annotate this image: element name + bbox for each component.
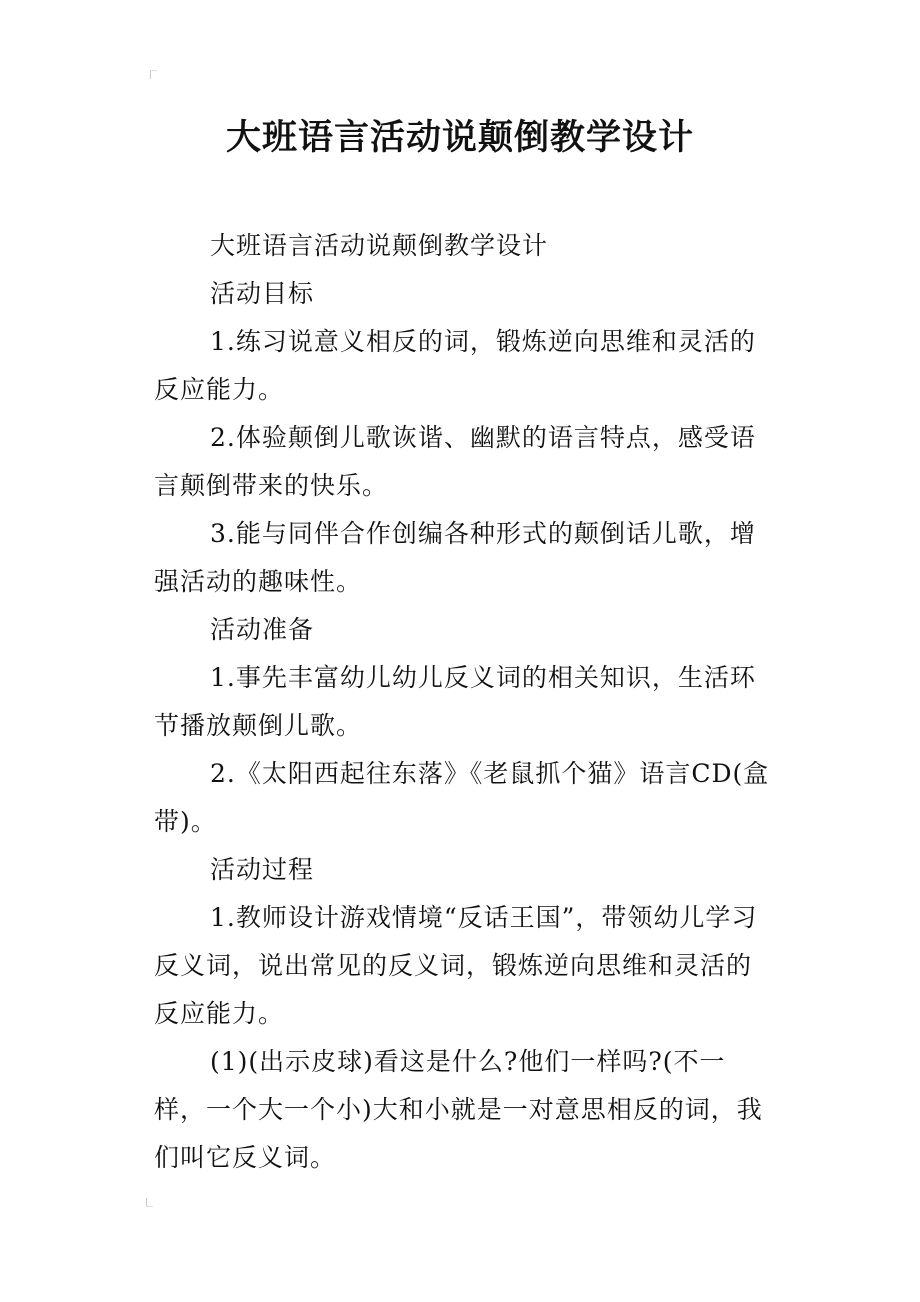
- corner-mark: [146, 1198, 153, 1207]
- paragraph: 1.事先丰富幼儿幼儿反义词的相关知识，生活环节播放颠倒儿歌。: [154, 663, 756, 740]
- section-heading: 活动过程: [210, 855, 315, 884]
- paragraph: 大班语言活动说颠倒教学设计: [210, 231, 549, 260]
- section-heading: 活动目标: [210, 279, 315, 308]
- paragraph: 2.《太阳西起往东落》《老鼠抓个猫》语言CD(盒带)。: [154, 759, 770, 836]
- paragraph: 2.体验颠倒儿歌诙谐、幽默的语言特点，感受语言颠倒带来的快乐。: [154, 423, 756, 500]
- corner-mark: [150, 70, 157, 79]
- paragraph: 1.练习说意义相反的词，锻炼逆向思维和灵活的反应能力。: [154, 327, 756, 404]
- paragraph: 1.教师设计游戏情境“反话王国”，带领幼儿学习反义词，说出常见的反义词，锻炼逆向思维和灵活的反应能力。: [154, 903, 758, 1028]
- paragraph: (1)(出示皮球)看这是什么?他们一样吗?(不一样，一个大一个小)大和小就是一对意思相反的词，我们叫它反义词。: [154, 1047, 763, 1172]
- document-title: 大班语言活动说颠倒教学设计: [225, 118, 694, 158]
- paragraph: 3.能与同伴合作创编各种形式的颠倒话儿歌，增强活动的趣味性。: [154, 519, 756, 596]
- document-body: [154, 222, 774, 1182]
- section-heading: 活动准备: [210, 615, 315, 644]
